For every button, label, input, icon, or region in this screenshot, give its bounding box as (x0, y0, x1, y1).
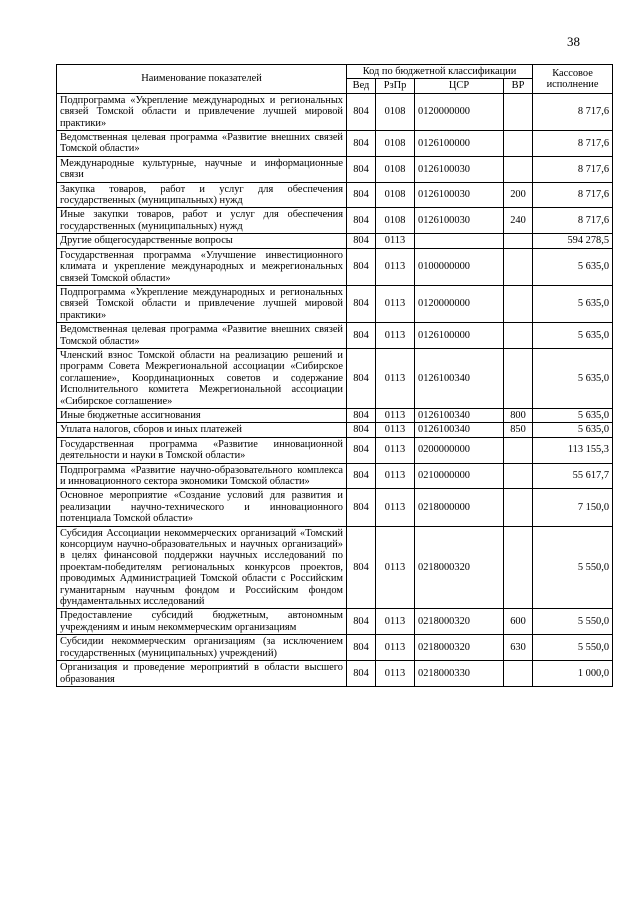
row-vr (504, 437, 533, 463)
row-csr: 0200000000 (415, 437, 504, 463)
row-name: Иные бюджетные ассигнования (57, 408, 347, 422)
row-csr: 0126100000 (415, 131, 504, 157)
row-amount: 8 717,6 (533, 93, 613, 130)
row-amount: 8 717,6 (533, 131, 613, 157)
row-rzpr: 0113 (376, 234, 415, 248)
row-vr (504, 131, 533, 157)
row-rzpr: 0113 (376, 489, 415, 526)
row-rzpr: 0113 (376, 408, 415, 422)
row-amount: 5 635,0 (533, 423, 613, 437)
row-amount: 7 150,0 (533, 489, 613, 526)
row-ved: 804 (347, 348, 376, 408)
table-row (57, 526, 613, 609)
row-csr: 0126100030 (415, 156, 504, 182)
row-name: Закупка товаров, работ и услуг для обеспечения государственных (муниципальных) нужд (57, 182, 347, 208)
table-row (57, 131, 613, 157)
row-ved: 804 (347, 208, 376, 234)
row-ved: 804 (347, 248, 376, 285)
row-rzpr: 0113 (376, 423, 415, 437)
table-row (57, 489, 613, 526)
row-rzpr: 0113 (376, 609, 415, 635)
row-rzpr: 0113 (376, 661, 415, 687)
row-vr: 800 (504, 408, 533, 422)
table-row (57, 437, 613, 463)
row-ved: 804 (347, 463, 376, 489)
row-rzpr: 0108 (376, 93, 415, 130)
row-name: Ведомственная целевая программа «Развитие внешних связей Томской области» (57, 323, 347, 349)
row-vr (504, 489, 533, 526)
page-number: 38 (567, 34, 580, 49)
table-row (57, 323, 613, 349)
row-vr (504, 234, 533, 248)
table-row (57, 248, 613, 285)
row-name: Субсидии некоммерческим организациям (за исключением государственных (муниципальных) учреждений) (57, 635, 347, 661)
header-code-group: Код по бюджетной классификации (347, 65, 533, 79)
table-row (57, 463, 613, 489)
row-amount: 8 717,6 (533, 182, 613, 208)
row-ved: 804 (347, 635, 376, 661)
row-csr: 0120000000 (415, 285, 504, 322)
row-amount: 113 155,3 (533, 437, 613, 463)
row-name: Подпрограмма «Укрепление международных и региональных связей Томской области и привлечение лучшей мировой практики» (57, 285, 347, 322)
row-name: Предоставление субсидий бюджетным, автономным учреждениям и иным некоммерческим организациям (57, 609, 347, 635)
table-row (57, 156, 613, 182)
row-vr (504, 285, 533, 322)
row-csr: 0120000000 (415, 93, 504, 130)
table-row (57, 285, 613, 322)
row-name: Уплата налогов, сборов и иных платежей (57, 423, 347, 437)
row-amount: 5 550,0 (533, 609, 613, 635)
row-rzpr: 0113 (376, 526, 415, 609)
table-row (57, 234, 613, 248)
row-ved: 804 (347, 408, 376, 422)
table-row (57, 609, 613, 635)
row-csr: 0126100030 (415, 182, 504, 208)
row-vr (504, 323, 533, 349)
row-name: Государственная программа «Развитие инновационной деятельности и науки в Томской области» (57, 437, 347, 463)
row-ved: 804 (347, 93, 376, 130)
row-csr: 0218000320 (415, 526, 504, 609)
row-name: Международные культурные, научные и информационные связи (57, 156, 347, 182)
header-csr: ЦСР (415, 79, 504, 93)
row-amount: 5 635,0 (533, 285, 613, 322)
table-row (57, 348, 613, 408)
row-ved: 804 (347, 323, 376, 349)
row-amount: 5 550,0 (533, 635, 613, 661)
table-row (57, 93, 613, 130)
row-vr (504, 526, 533, 609)
table-body (57, 93, 613, 686)
row-vr (504, 93, 533, 130)
row-vr: 600 (504, 609, 533, 635)
row-ved: 804 (347, 234, 376, 248)
row-vr (504, 156, 533, 182)
row-name: Иные закупки товаров, работ и услуг для обеспечения государственных (муниципальных) нужд (57, 208, 347, 234)
header-ved: Вед (347, 79, 376, 93)
table-row (57, 635, 613, 661)
row-name: Государственная программа «Улучшение инвестиционного климата и укрепление международных и межрегиональных связей Томской области» (57, 248, 347, 285)
row-ved: 804 (347, 131, 376, 157)
header-amount: Кассовое исполнение (533, 65, 613, 94)
row-csr: 0100000000 (415, 248, 504, 285)
row-csr: 0126100340 (415, 408, 504, 422)
row-name: Основное мероприятие «Создание условий для развития и реализации научно-технического и инновационного потенциала Томской области» (57, 489, 347, 526)
row-amount: 5 550,0 (533, 526, 613, 609)
row-amount: 1 000,0 (533, 661, 613, 687)
budget-table (56, 64, 613, 687)
row-rzpr: 0113 (376, 348, 415, 408)
row-name: Другие общегосударственные вопросы (57, 234, 347, 248)
row-rzpr: 0108 (376, 182, 415, 208)
row-rzpr: 0108 (376, 156, 415, 182)
row-name: Субсидия Ассоциации некоммерческих организаций «Томский консорциум научно-образовательных и научных организаций» в целях финансовой поддержки научных исследований по проектам-победителям региональных конкурсов проектов, проводимых Администрацией Томской области с Российским гуманитарным научным фондом и Российским фондом фундаментальных исследований (57, 526, 347, 609)
table-row (57, 423, 613, 437)
row-vr (504, 248, 533, 285)
row-rzpr: 0113 (376, 285, 415, 322)
row-vr: 850 (504, 423, 533, 437)
row-name: Ведомственная целевая программа «Развитие внешних связей Томской области» (57, 131, 347, 157)
row-csr: 0126100030 (415, 208, 504, 234)
row-name: Подпрограмма «Развитие научно-образовательного комплекса и инновационного сектора экономики Томской области» (57, 463, 347, 489)
row-csr: 0218000320 (415, 609, 504, 635)
row-vr: 630 (504, 635, 533, 661)
row-rzpr: 0113 (376, 463, 415, 489)
row-vr (504, 661, 533, 687)
row-csr: 0126100340 (415, 348, 504, 408)
row-ved: 804 (347, 156, 376, 182)
row-amount: 5 635,0 (533, 408, 613, 422)
row-amount: 55 617,7 (533, 463, 613, 489)
row-rzpr: 0113 (376, 248, 415, 285)
table-header (57, 65, 613, 94)
row-ved: 804 (347, 489, 376, 526)
row-csr: 0218000330 (415, 661, 504, 687)
row-csr: 0210000000 (415, 463, 504, 489)
row-name: Членский взнос Томской области на реализацию решений и программ Совета Межрегиональной ассоциации «Сибирское соглашение», Координационных советов и содержание Исполнительного комитета Межрегиональной ассоциации «Сибирское соглашение» (57, 348, 347, 408)
row-rzpr: 0108 (376, 131, 415, 157)
row-csr: 0218000000 (415, 489, 504, 526)
row-ved: 804 (347, 423, 376, 437)
row-amount: 8 717,6 (533, 156, 613, 182)
row-vr (504, 348, 533, 408)
row-amount: 8 717,6 (533, 208, 613, 234)
row-amount: 5 635,0 (533, 348, 613, 408)
row-name: Подпрограмма «Укрепление международных и региональных связей Томской области и привлечение лучшей мировой практики» (57, 93, 347, 130)
header-name: Наименование показателей (57, 65, 347, 94)
row-ved: 804 (347, 182, 376, 208)
row-rzpr: 0113 (376, 437, 415, 463)
row-csr (415, 234, 504, 248)
table-row (57, 661, 613, 687)
row-vr: 200 (504, 182, 533, 208)
header-rzpr: РзПр (376, 79, 415, 93)
row-vr: 240 (504, 208, 533, 234)
table-row (57, 208, 613, 234)
row-ved: 804 (347, 285, 376, 322)
row-amount: 594 278,5 (533, 234, 613, 248)
row-rzpr: 0113 (376, 323, 415, 349)
row-csr: 0126100340 (415, 423, 504, 437)
row-vr (504, 463, 533, 489)
row-ved: 804 (347, 609, 376, 635)
row-ved: 804 (347, 661, 376, 687)
row-ved: 804 (347, 437, 376, 463)
row-amount: 5 635,0 (533, 323, 613, 349)
row-name: Организация и проведение мероприятий в области высшего образования (57, 661, 347, 687)
row-csr: 0126100000 (415, 323, 504, 349)
row-ved: 804 (347, 526, 376, 609)
table-row (57, 182, 613, 208)
header-vr: ВР (504, 79, 533, 93)
table-row (57, 408, 613, 422)
row-rzpr: 0108 (376, 208, 415, 234)
row-amount: 5 635,0 (533, 248, 613, 285)
row-rzpr: 0113 (376, 635, 415, 661)
row-csr: 0218000320 (415, 635, 504, 661)
